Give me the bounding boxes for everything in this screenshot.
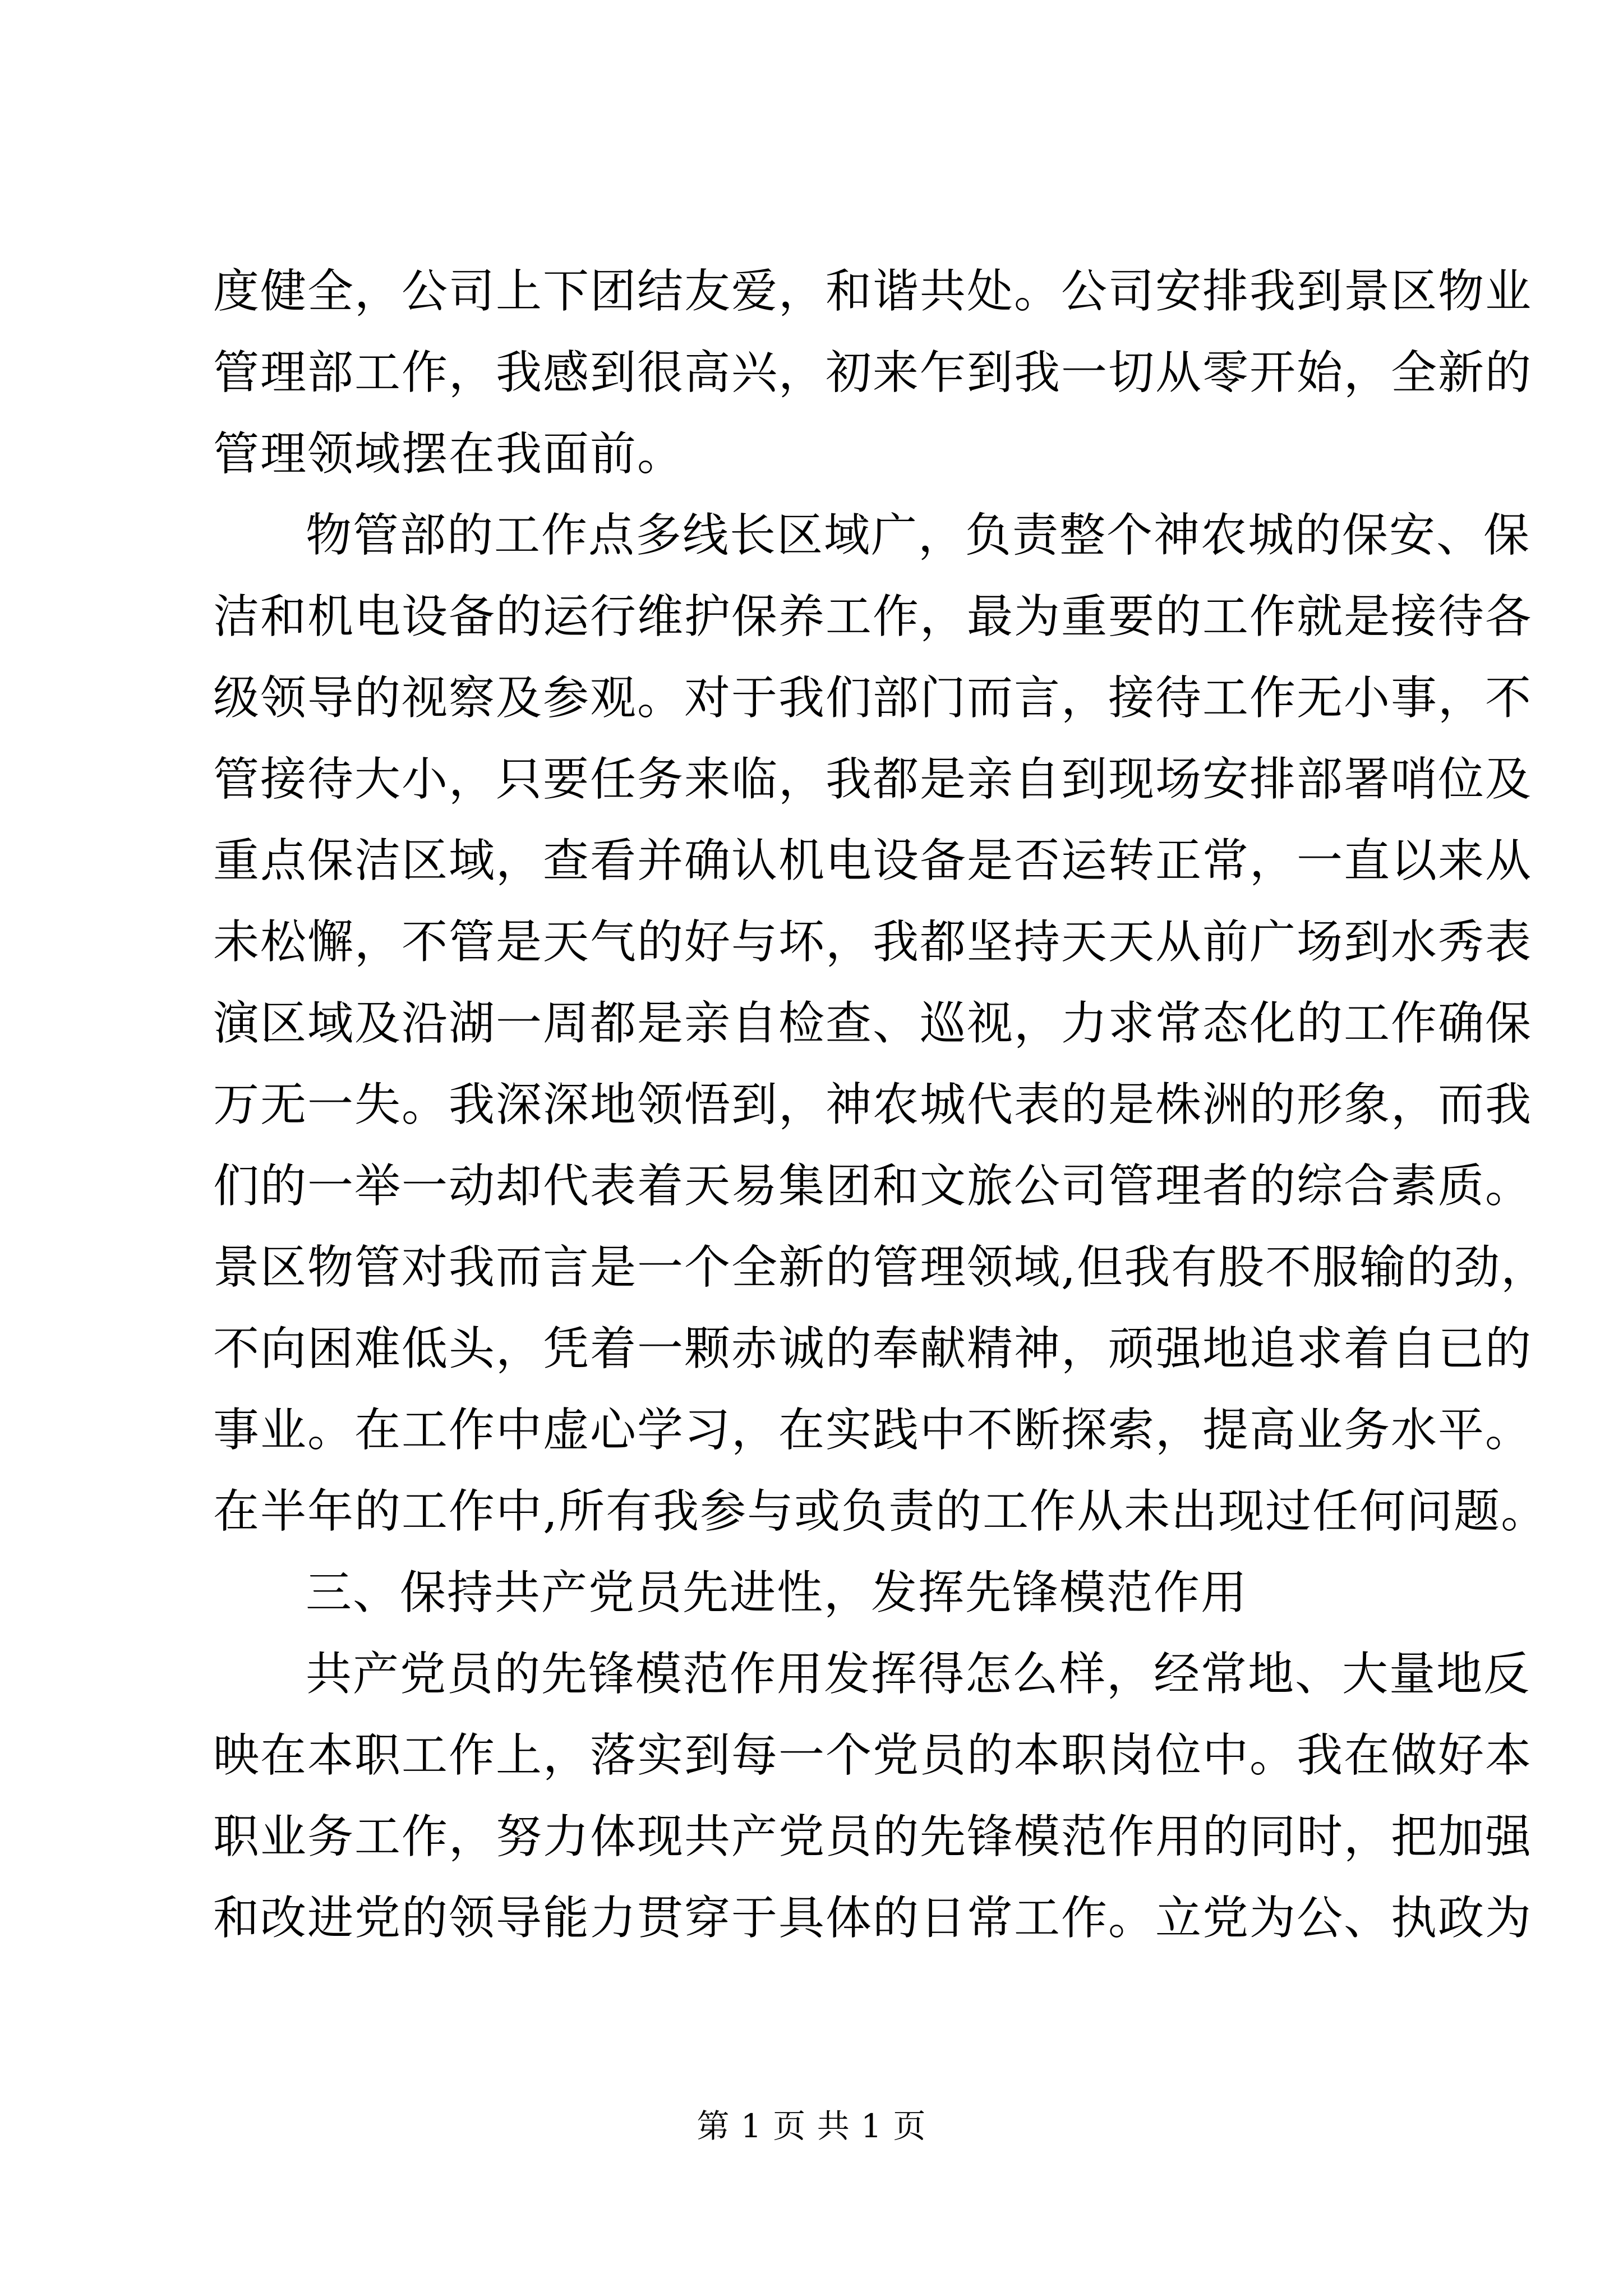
text-line: 事业。在工作中虚心学习，在实践中不断探索，提高业务水平。 bbox=[213, 1404, 1533, 1457]
text-line: 管接待大小，只要任务来临，我都是亲自到现场安排部署哨位及 bbox=[213, 753, 1533, 806]
text-line: 洁和机电设备的运行维护保养工作，最为重要的工作就是接待各 bbox=[213, 590, 1533, 643]
text-line: 未松懈，不管是天气的好与坏，我都坚持天天从前广场到水秀表 bbox=[213, 915, 1533, 969]
text-line: 在半年的工作中,所有我参与或负责的工作从未出现过任何问题。 bbox=[213, 1485, 1548, 1538]
section-heading: 三、保持共产党员先进性，发挥先锋模范作用 bbox=[306, 1566, 1248, 1619]
paragraph-first-line: 物管部的工作点多线长区域广，负责整个神农城的保安、保 bbox=[306, 509, 1531, 562]
text-line: 演区域及沿湖一周都是亲自检查、巡视，力求常态化的工作确保 bbox=[213, 997, 1533, 1050]
text-line: 不向困难低头，凭着一颗赤诚的奉献精神，顽强地追求着自已的 bbox=[213, 1322, 1533, 1375]
text-line: 度健全，公司上下团结友爱，和谐共处。公司安排我到景区物业 bbox=[213, 265, 1533, 318]
text-line: 景区物管对我而言是一个全新的管理领域,但我有股不服输的劲， bbox=[213, 1241, 1548, 1294]
text-line: 万无一失。我深深地领悟到，神农城代表的是株洲的形象，而我 bbox=[213, 1078, 1533, 1131]
text-line: 和改进党的领导能力贯穿于具体的日常工作。立党为公、执政为 bbox=[213, 1892, 1533, 1945]
text-line: 级领导的视察及参观。对于我们部门而言，接待工作无小事，不 bbox=[213, 671, 1533, 725]
text-line: 职业务工作，努力体现共产党员的先锋模范作用的同时，把加强 bbox=[213, 1810, 1533, 1864]
text-line: 重点保洁区域，查看并确认机电设备是否运转正常，一直以来从 bbox=[213, 834, 1533, 887]
page-footer: 第 1 页 共 1 页 bbox=[697, 2107, 926, 2145]
paragraph-first-line: 共产党员的先锋模范作用发挥得怎么样，经常地、大量地反 bbox=[306, 1648, 1531, 1701]
text-line: 们的一举一动却代表着天易集团和文旅公司管理者的综合素质。 bbox=[213, 1159, 1533, 1213]
text-line: 映在本职工作上，落实到每一个党员的本职岗位中。我在做好本 bbox=[213, 1729, 1533, 1782]
text-line: 管理领域摆在我面前。 bbox=[213, 427, 685, 481]
text-line: 管理部工作，我感到很高兴，初来乍到我一切从零开始，全新的 bbox=[213, 346, 1533, 399]
